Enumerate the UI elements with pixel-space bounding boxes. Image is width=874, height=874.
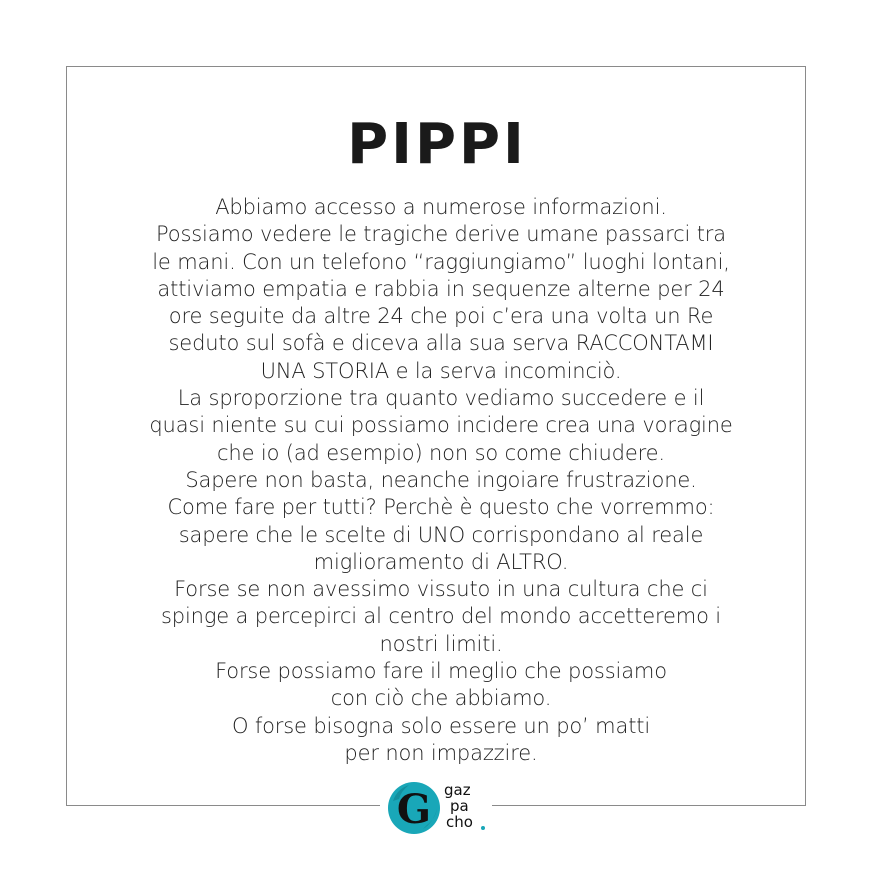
body-line: Abbiamo accesso a numerose informazioni. <box>215 195 667 219</box>
body-line: sapere che le scelte di UNO corrispondano al reale <box>178 522 704 547</box>
poem-body <box>96 194 786 767</box>
body-line: attiviamo empatia e rabbia in sequenze alterne per 24 <box>157 276 725 301</box>
logo-word-line: pa <box>450 797 469 815</box>
logo-word-line: cho <box>446 813 473 831</box>
logo-word-line: gaz <box>444 781 471 799</box>
logo-dot <box>481 826 485 830</box>
body-line: Sapere non basta, neanche ingoiare frustrazione. <box>185 467 697 492</box>
body-line: La sproporzione tra quanto vediamo succedere e il <box>177 386 705 411</box>
page-title: PIPPI <box>347 112 527 177</box>
body-line: seduto sul sofà e diceva alla sua serva RACCONTAMI <box>168 331 714 356</box>
body-line: nostri limiti. <box>379 631 503 656</box>
body-line: miglioramento di ALTRO. <box>313 549 569 574</box>
body-line: ore seguite da altre 24 che poi c’era una volta un Re <box>168 304 714 329</box>
body-line: Forse possiamo fare il meglio che possiamo <box>215 659 667 684</box>
gazpacho-logo-icon <box>387 781 441 835</box>
logo-letter: G <box>396 786 432 833</box>
body-line: le mani. Con un telefono “raggiungiamo” luoghi lontani, <box>152 249 730 274</box>
body-line: spinge a percepirci al centro del mondo accetteremo i <box>161 604 721 629</box>
body-line: quasi niente su cui possiamo incidere crea una voragine <box>149 413 733 438</box>
body-line: UNA STORIA e la serva incominciò. <box>260 358 622 383</box>
body-line: Forse se non avessimo vissuto in una cultura che ci <box>174 577 708 602</box>
body-line: con ciò che abbiamo. <box>330 686 552 711</box>
gazpacho-logo <box>380 778 492 838</box>
body-line: Come fare per tutti? Perchè è questo che vorremmo: <box>167 495 715 520</box>
body-line: che io (ad esempio) non so come chiudere. <box>217 440 665 465</box>
body-line: Possiamo vedere le tragiche derive umane passarci tra <box>156 222 726 247</box>
body-line: per non impazzire. <box>344 740 538 765</box>
body-line: O forse bisogna solo essere un po’ matti <box>231 713 651 738</box>
